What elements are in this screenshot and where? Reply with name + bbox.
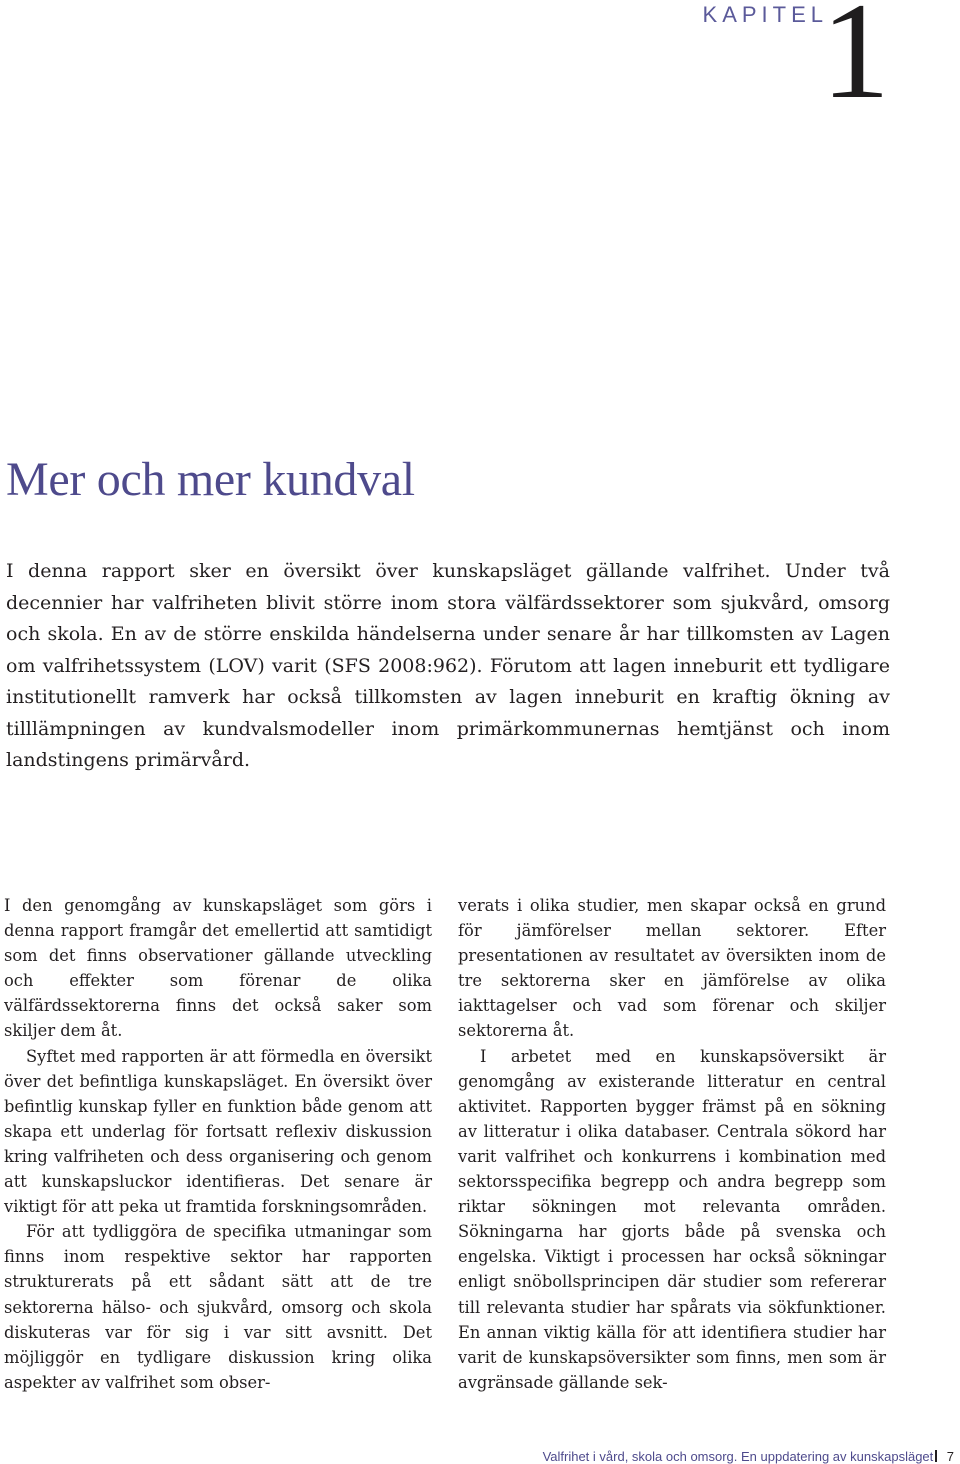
page-number: 7 — [946, 1449, 954, 1464]
footer-publication-title: Valfrihet i vård, skola och omsorg. En uppdatering av kunskapsläget — [542, 1449, 934, 1464]
body-column-left — [4, 893, 432, 1395]
body-paragraph: Syftet med rapporten är att förmedla en översikt över det befintliga kunskapsläget. En översikt över befintlig kunskap fyller en funktion både genom att skapa ett underlag för fortsatt reflexiv diskussion kring valfriheten och dess organisering och genom att kunskapsluckor identifieras. Det senare är viktigt för att peka ut framtida forskningsområden. — [4, 1046, 432, 1217]
footer-separator — [935, 1450, 937, 1462]
body-paragraph: verats i olika studier, men skapar också en grund för jämförelser mellan sektorer. Efter presentationen av resultatet av översikten inom de tre sektorerna sker en jämförelse av olika iakttagelser och vad som förenar och skiljer sektorerna åt. — [458, 896, 886, 1041]
page-title: Mer och mer kundval — [6, 453, 415, 506]
body-paragraph: I arbetet med en kunskapsöversikt är genomgång av existerande litteratur en central aktivitet. Rapporten bygger främst på en sökning av litteratur i olika databaser. Centrala sökord har varit valfrihet och konkurrens i kombination med sektorsspecifika begrepp och andra begrepp som riktar sökningen mot relevanta områden. Sökningarna har gjorts både på svenska och engelska. Viktigt i processen har också sökningar enligt snöbollsprincipen där studier som refererar till relevanta studier har spårats via sökfunktioner. En annan viktig källa för att identifiera studier har varit de kunskapsöversikter som finns, men som är avgränsade gällande sek- — [458, 1046, 886, 1392]
page-footer — [543, 1449, 954, 1464]
body-paragraph: För att tydliggöra de specifika utmaningar som finns inom respektive sektor har rapporten strukturerats på ett sådant sätt att de tre sektorerna hälso- och sjukvård, omsorg och skola diskuteras var för sig i var sitt avsnitt. Det möjliggör en tydligare diskussion kring olika aspekter av valfrihet som obser- — [4, 1222, 432, 1392]
chapter-label: KAPITEL — [702, 2, 828, 27]
lead-paragraph: I denna rapport sker en översikt över kunskapsläget gällande valfrihet. Under två decennier har valfriheten blivit större inom stora välfärdssektorer som sjukvård, omsorg och skola. En av de större enskilda händelserna under senare år har tillkomsten av Lagen om valfrihetssystem (LOV) varit (SFS 2008:962). Förutom att lagen inneburit ett tydligare institutionellt ramverk har också tillkomsten av lagen inneburit en kraftig ökning av tilllämpningen av kundvalsmodeller inom primärkommunernas hemtjänst och inom landstingens primärvård. — [6, 560, 890, 771]
body-column-right — [458, 893, 886, 1395]
body-paragraph: I den genomgång av kunskapsläget som görs i denna rapport framgår det emellertid att samtidigt som det finns observationer gällande utveckling och effekter som förenar de olika välfärdssektorerna finns det också saker som skiljer dem åt. — [4, 896, 432, 1041]
chapter-number: 1 — [821, 0, 890, 127]
